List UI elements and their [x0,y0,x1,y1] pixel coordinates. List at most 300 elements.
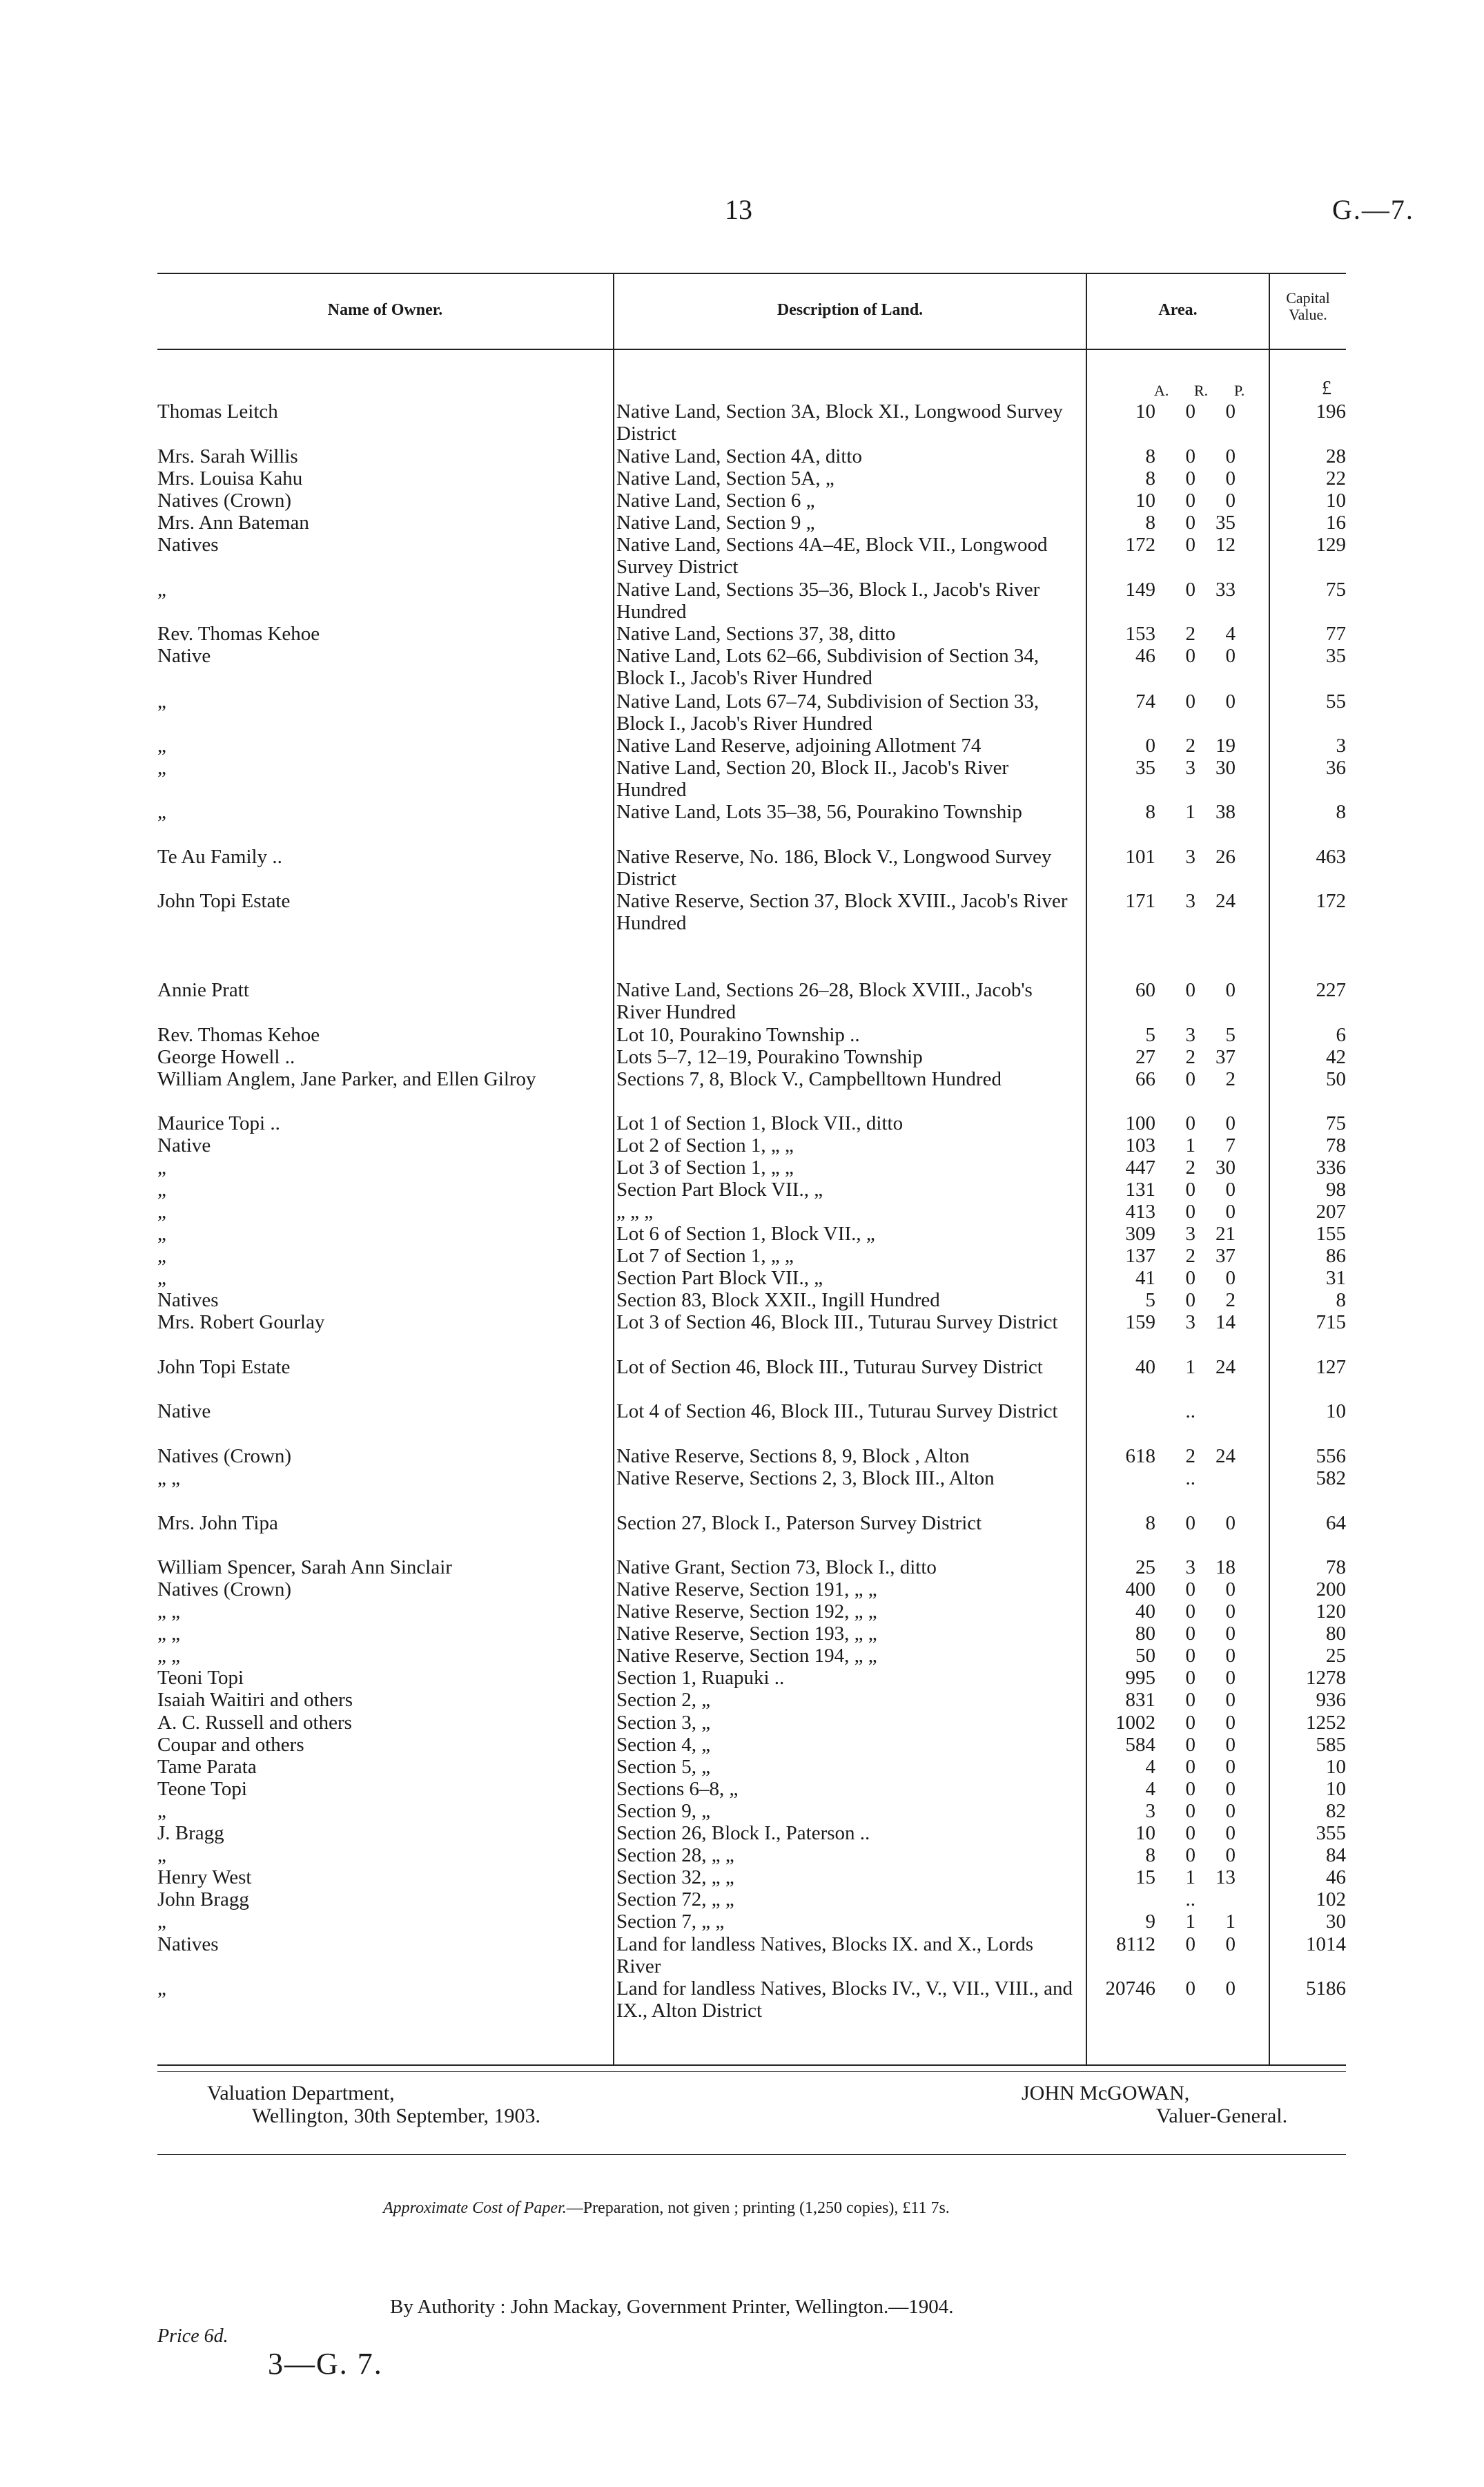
owner-name: „ „ [157,1645,180,1667]
capital-value: 715 [1316,1311,1346,1333]
page-number: 13 [725,194,752,225]
area-perches: 0 [1225,1734,1236,1756]
area-acres: 0 [1145,735,1155,757]
land-description: Section 26, Block I., Paterson .. [616,1822,870,1844]
column-header-area: Area. [1158,301,1198,319]
area-perches: 19 [1215,735,1236,757]
area-acres: 400 [1125,1578,1155,1600]
owner-name: Mrs. Robert Gourlay [157,1311,325,1333]
area-value [1089,1778,1248,1800]
area-value [1089,1756,1248,1778]
capital-value: 355 [1316,1822,1346,1844]
owner-name: Teoni Topi [157,1667,244,1689]
land-description: Lot of Section 46, Block III., Tuturau Survey District [616,1356,1043,1378]
area-roods: 0 [1185,1689,1195,1711]
area-value [1089,1024,1248,1046]
owner-name: John Bragg [157,1888,249,1910]
area-acres: 101 [1125,846,1155,868]
area-value [1089,1267,1248,1289]
area-perches: 5 [1225,1024,1236,1046]
area-roods: 2 [1185,623,1195,645]
area-acres: 8 [1145,1844,1155,1866]
area-perches: 0 [1225,1578,1236,1600]
capital-value: 5186 [1306,1977,1346,2000]
table-row [157,1977,1346,2022]
area-value [1089,534,1248,556]
land-description: Native Land, Sections 37, 38, ditto [616,623,896,645]
area-acres: 831 [1125,1689,1155,1711]
owner-name: A. C. Russell and others [157,1712,352,1734]
area-value [1089,623,1248,645]
footer-rule [157,2071,1346,2072]
area-roods: 0 [1185,400,1195,423]
owner-name: „ [157,801,166,823]
area-acres: 153 [1125,623,1155,645]
land-description: Sections 6–8, „ [616,1778,739,1800]
land-description: Section 27, Block I., Paterson Survey District [616,1512,982,1534]
paper-reference: 3—G. 7. [268,2347,383,2381]
area-value [1089,757,1248,779]
area-roods: 0 [1185,467,1195,490]
area-acres: 103 [1125,1134,1155,1157]
area-value [1089,690,1248,713]
area-acres: 149 [1125,579,1155,601]
owner-name: Coupar and others [157,1734,304,1756]
area-perches: 0 [1225,690,1236,713]
table-row [157,1512,1346,1556]
area-roods: .. [1185,1400,1195,1422]
capital-value: 556 [1316,1445,1346,1467]
table-row [157,890,1346,934]
capital-value: 46 [1326,1866,1346,1888]
area-acres: 172 [1125,534,1155,556]
area-perches: 0 [1225,1623,1236,1645]
area-perches: 0 [1225,490,1236,512]
area-value [1089,1311,1248,1333]
table-row [157,757,1346,801]
area-perches: 37 [1215,1245,1236,1267]
capital-value: 196 [1316,400,1346,423]
area-value [1089,1356,1248,1378]
area-acres: 41 [1135,1267,1155,1289]
footer-rule-2 [157,2154,1346,2155]
land-description: Lot 6 of Section 1, Block VII., „ [616,1223,875,1245]
owner-name: „ [157,579,166,601]
land-description: Native Land, Sections 4A–4E, Block VII., Longwood Survey District [616,534,1048,578]
capital-value: 75 [1326,1112,1346,1134]
land-description: Native Land, Section 9 „ [616,512,815,534]
area-roods: 0 [1185,1578,1195,1600]
land-description: Native Land Reserve, adjoining Allotment 74 [616,735,982,757]
land-description: „ „ „ [616,1201,654,1223]
area-acres: 1002 [1115,1712,1155,1734]
land-description: Native Reserve, Sections 2, 3, Block III., Alton [616,1467,995,1489]
area-value [1089,1134,1248,1157]
area-value [1089,1822,1248,1844]
area-value [1089,1623,1248,1645]
land-description: Native Land, Section 3A, Block XI., Longwood Survey District [616,400,1063,445]
area-roods: 0 [1185,1201,1195,1223]
capital-value: 227 [1316,979,1346,1001]
area-roods: 2 [1185,735,1195,757]
area-roods: 0 [1185,1623,1195,1645]
area-value [1089,1600,1248,1623]
area-roods: 0 [1185,490,1195,512]
area-value [1089,1400,1248,1422]
land-description: Native Land, Lots 35–38, 56, Pourakino Township [616,801,1022,823]
owner-name: Rev. Thomas Kehoe [157,1024,320,1046]
area-perches: 0 [1225,979,1236,1001]
owner-name: „ [157,1844,166,1866]
area-acres: 309 [1125,1223,1155,1245]
area-acres: 8 [1145,467,1155,490]
owner-name: Teone Topi [157,1778,247,1800]
area-perches: 4 [1225,623,1236,645]
land-description: Native Land, Section 5A, „ [616,467,834,490]
subheader-perches: P. [1234,382,1245,399]
area-perches: 0 [1225,1689,1236,1711]
owner-name: Natives [157,534,219,556]
land-description: Native Land, Section 4A, ditto [616,445,862,467]
area-value [1089,1667,1248,1689]
area-roods: 0 [1185,1289,1195,1311]
area-roods: 0 [1185,1068,1195,1090]
column-header-description: Description of Land. [777,301,924,319]
area-perches: 35 [1215,512,1236,534]
land-description: Sections 7, 8, Block V., Campbelltown Hundred [616,1068,1002,1090]
area-perches: 7 [1225,1134,1236,1157]
area-acres: 995 [1125,1667,1155,1689]
land-description: Lots 5–7, 12–19, Pourakino Township [616,1046,923,1068]
owner-name: Maurice Topi .. [157,1112,280,1134]
owner-name: „ [157,735,166,757]
area-value [1089,846,1248,868]
owner-name: „ „ [157,1600,180,1623]
land-description: Native Land, Sections 35–36, Block I., Jacob's River Hundred [616,579,1040,623]
area-roods: 0 [1185,645,1195,667]
capital-value: 35 [1326,645,1346,667]
area-perches: 0 [1225,1778,1236,1800]
area-value [1089,1844,1248,1866]
area-acres: 40 [1135,1356,1155,1378]
table-row [157,1311,1346,1355]
land-description: Native Reserve, Section 191, „ „ [616,1578,877,1600]
owner-name: „ [157,1223,166,1245]
land-description: Land for landless Natives, Blocks IV., V., VII., VIII., and IX., Alton District [616,1977,1073,2022]
area-roods: 1 [1185,801,1195,823]
area-acres: 8 [1145,445,1155,467]
capital-value: 82 [1326,1800,1346,1822]
area-value [1089,467,1248,490]
area-roods: 0 [1185,534,1195,556]
table-row [157,1933,1346,1977]
capital-value: 582 [1316,1467,1346,1489]
area-value [1089,1933,1248,1955]
area-acres: 4 [1145,1778,1155,1800]
capital-value: 3 [1336,735,1346,757]
owner-name: Native [157,1134,211,1157]
area-acres: 100 [1125,1112,1155,1134]
area-roods: 0 [1185,1756,1195,1778]
land-description: Native Land, Lots 62–66, Subdivision of Section 34, Block I., Jacob's River Hundred [616,645,1039,689]
capital-value: 102 [1316,1888,1346,1910]
area-roods: 3 [1185,1311,1195,1333]
area-roods: 3 [1185,1024,1195,1046]
capital-value: 42 [1326,1046,1346,1068]
table-row [157,801,1346,845]
area-value [1089,979,1248,1001]
area-perches: 24 [1215,1356,1236,1378]
area-roods: .. [1185,1888,1195,1910]
area-value [1089,1046,1248,1068]
table-row [157,400,1346,445]
table-row [157,846,1346,890]
capital-value: 86 [1326,1245,1346,1267]
area-perches: 0 [1225,1800,1236,1822]
area-value [1089,1977,1248,2000]
capital-value: 77 [1326,623,1346,645]
owner-name: „ [157,1910,166,1933]
owner-name: Natives [157,1933,219,1955]
capital-value: 172 [1316,890,1346,912]
area-perches: 0 [1225,1933,1236,1955]
capital-value: 155 [1316,1223,1346,1245]
area-roods: 0 [1185,1734,1195,1756]
capital-value: 6 [1336,1024,1346,1046]
area-value [1089,400,1248,423]
area-acres: 131 [1125,1179,1155,1201]
capital-value: 98 [1326,1179,1346,1201]
capital-value: 10 [1326,1756,1346,1778]
area-acres: 584 [1125,1734,1155,1756]
capital-value: 200 [1316,1578,1346,1600]
area-value [1089,1910,1248,1933]
area-acres: 5 [1145,1289,1155,1311]
document-reference: G.—7. [1332,194,1414,225]
capital-value: 127 [1316,1356,1346,1378]
capital-value: 78 [1326,1134,1346,1157]
owner-name: „ [157,757,166,779]
owner-name: „ [157,1157,166,1179]
area-roods: 3 [1185,1223,1195,1245]
table-row [157,645,1346,689]
land-description: Section 7, „ „ [616,1910,725,1933]
area-roods: 0 [1185,1600,1195,1623]
area-acres: 8112 [1116,1933,1155,1955]
area-acres: 27 [1135,1046,1155,1068]
area-roods: 1 [1185,1866,1195,1888]
capital-value: 129 [1316,534,1346,556]
owner-name: J. Bragg [157,1822,224,1844]
area-roods: 0 [1185,1822,1195,1844]
area-roods: 3 [1185,757,1195,779]
area-value [1089,1223,1248,1245]
area-roods: 0 [1185,1977,1195,2000]
capital-value: 31 [1326,1267,1346,1289]
area-value [1089,735,1248,757]
area-roods: 0 [1185,1267,1195,1289]
cost-text: —Preparation, not given ; printing (1,250 copies), £11 7s. [566,2199,950,2217]
area-roods: 0 [1185,1645,1195,1667]
owner-name: Mrs. Sarah Willis [157,445,298,467]
capital-value: 30 [1326,1910,1346,1933]
land-description: Section 9, „ [616,1800,711,1822]
land-description: Lot 3 of Section 46, Block III., Tuturau Survey District [616,1311,1058,1333]
area-value [1089,579,1248,601]
land-description: Section Part Block VII., „ [616,1267,823,1289]
area-roods: 0 [1185,1667,1195,1689]
land-description: Lot 3 of Section 1, „ „ [616,1157,794,1179]
area-value [1089,1068,1248,1090]
area-acres: 10 [1135,400,1155,423]
area-acres: 40 [1135,1600,1155,1623]
area-perches: 24 [1215,1445,1236,1467]
area-acres: 8 [1145,1512,1155,1534]
capital-value: 50 [1326,1068,1346,1090]
owner-name: Mrs. John Tipa [157,1512,278,1534]
land-description: Lot 1 of Section 1, Block VII., ditto [616,1112,904,1134]
area-value [1089,1245,1248,1267]
area-roods: 3 [1185,1556,1195,1578]
capital-value: 22 [1326,467,1346,490]
area-roods: 1 [1185,1356,1195,1378]
area-value [1089,1445,1248,1467]
capital-value: 10 [1326,1778,1346,1800]
land-description: Section 28, „ „ [616,1844,734,1866]
area-acres: 159 [1125,1311,1155,1333]
area-acres: 74 [1135,690,1155,713]
owner-name: „ [157,1179,166,1201]
owner-name: „ [157,1201,166,1223]
column-header-owner: Name of Owner. [327,301,443,319]
area-acres: 10 [1135,490,1155,512]
area-roods: 1 [1185,1134,1195,1157]
owner-name: Mrs. Louisa Kahu [157,467,303,490]
owner-name: „ [157,1977,166,2000]
area-acres: 35 [1135,757,1155,779]
land-description: Section 32, „ „ [616,1866,734,1888]
subheader-roods: R. [1194,382,1209,399]
area-acres: 8 [1145,512,1155,534]
area-value [1089,1467,1248,1489]
land-description: Native Reserve, Section 37, Block XVIII., Jacob's River Hundred [616,890,1068,934]
owner-name: Natives (Crown) [157,1445,292,1467]
table-row [157,979,1346,1023]
area-roods: 2 [1185,1245,1195,1267]
owner-name: William Spencer, Sarah Ann Sinclair [157,1556,452,1578]
area-value [1089,1645,1248,1667]
capital-value: 64 [1326,1512,1346,1534]
table-bottom-rule [157,2064,1346,2066]
area-roods: 0 [1185,1179,1195,1201]
signer-title: Valuer-General. [1156,2104,1288,2127]
area-acres: 25 [1135,1556,1155,1578]
area-value [1089,1734,1248,1756]
area-roods: 3 [1185,890,1195,912]
area-roods: 1 [1185,1910,1195,1933]
area-acres: 8 [1145,801,1155,823]
area-value [1089,1201,1248,1223]
owner-name: „ [157,690,166,713]
owner-name: John Topi Estate [157,1356,291,1378]
table-row [157,1068,1346,1112]
area-perches: 0 [1225,1756,1236,1778]
area-perches: 0 [1225,1201,1236,1223]
capital-value: 25 [1326,1645,1346,1667]
area-acres: 137 [1125,1245,1155,1267]
capital-value: 1278 [1306,1667,1346,1689]
subheader-acres: A. [1154,382,1169,399]
area-roods: 0 [1185,979,1195,1001]
land-description: Section 72, „ „ [616,1888,734,1910]
area-value [1089,1112,1248,1134]
capital-value: 936 [1316,1689,1346,1711]
owner-name: „ [157,1245,166,1267]
area-perches: 26 [1215,846,1236,868]
area-acres: 413 [1125,1201,1155,1223]
area-value [1089,490,1248,512]
land-description: Native Reserve, Sections 8, 9, Block , Alton [616,1445,970,1467]
owner-name: Natives (Crown) [157,490,292,512]
area-perches: 37 [1215,1046,1236,1068]
owner-name: Isaiah Waitiri and others [157,1689,353,1711]
land-description: Section 83, Block XXII., Ingill Hundred [616,1289,940,1311]
area-roods: 0 [1185,1778,1195,1800]
area-perches: 38 [1215,801,1236,823]
owner-name: William Anglem, Jane Parker, and Ellen Gilroy [157,1068,536,1090]
area-perches: 0 [1225,1977,1236,2000]
area-perches: 0 [1225,1267,1236,1289]
area-value [1089,1689,1248,1711]
area-acres: 46 [1135,645,1155,667]
capital-value: 336 [1316,1157,1346,1179]
area-roods: 2 [1185,1157,1195,1179]
area-perches: 30 [1215,1157,1236,1179]
capital-value: 8 [1336,801,1346,823]
area-perches: 21 [1215,1223,1236,1245]
land-description: Native Land, Section 20, Block II., Jacob's River Hundred [616,757,1009,801]
land-description: Native Reserve, Section 193, „ „ [616,1623,877,1645]
area-value [1089,1888,1248,1910]
capital-value: 78 [1326,1556,1346,1578]
capital-value: 28 [1326,445,1346,467]
capital-value: 55 [1326,690,1346,713]
area-roods: 0 [1185,1712,1195,1734]
owner-name: Natives [157,1289,219,1311]
land-description: Section 4, „ [616,1734,711,1756]
area-roods: 2 [1185,1046,1195,1068]
land-description: Section 1, Ruapuki .. [616,1667,785,1689]
land-description: Lot 10, Pourakino Township .. [616,1024,860,1046]
area-perches: 13 [1215,1866,1236,1888]
area-perches: 0 [1225,1112,1236,1134]
area-perches: 24 [1215,890,1236,912]
capital-value: 84 [1326,1844,1346,1866]
land-description: Lot 4 of Section 46, Block III., Tuturau Survey District [616,1400,1058,1422]
capital-value: 8 [1336,1289,1346,1311]
land-description: Native Reserve, Section 194, „ „ [616,1645,877,1667]
area-value [1089,1578,1248,1600]
capital-value: 463 [1316,846,1346,868]
land-description: Native Land, Sections 26–28, Block XVIII., Jacob's River Hundred [616,979,1033,1023]
capital-value: 16 [1326,512,1346,534]
land-description: Land for landless Natives, Blocks IX. and X., Lords River [616,1933,1034,1977]
area-value [1089,1800,1248,1822]
area-perches: 0 [1225,1179,1236,1201]
area-roods: 0 [1185,1844,1195,1866]
capital-value: 80 [1326,1623,1346,1645]
area-acres: 10 [1135,1822,1155,1844]
